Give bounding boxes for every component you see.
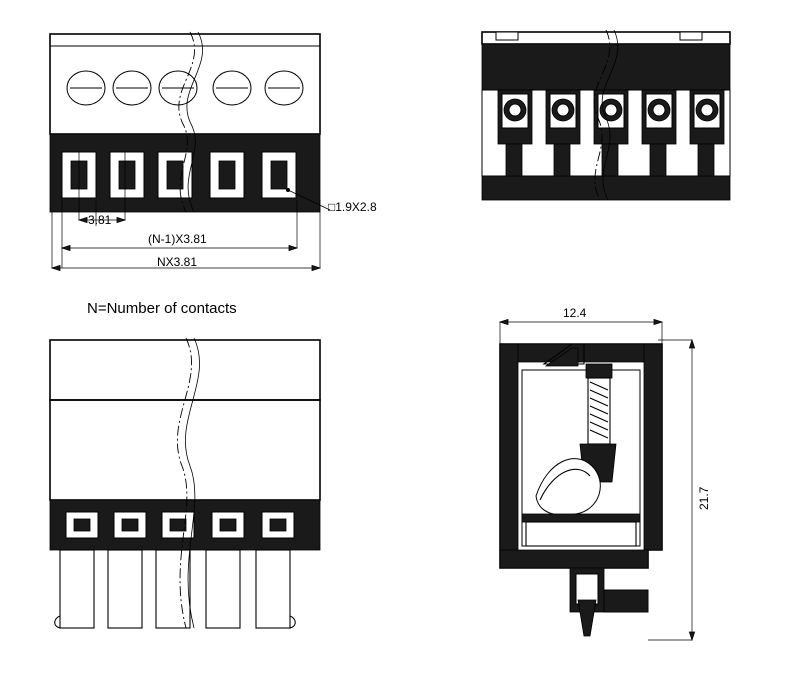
section-view xyxy=(480,300,780,670)
side-view xyxy=(470,20,760,230)
dimension-pitch: 3.81 xyxy=(88,213,112,227)
dimension-width-12-4: 12.4 xyxy=(563,306,587,320)
dimension-span-n: NX3.81 xyxy=(157,255,198,269)
front-view xyxy=(40,20,370,290)
dimension-span-n-minus-1: (N-1)X3.81 xyxy=(148,232,207,246)
contacts-note: N=Number of contacts xyxy=(87,300,237,317)
bottom-view xyxy=(40,330,340,660)
dimension-height-21-7: 21.7 xyxy=(697,486,711,510)
dimension-pin-cross-section: □1.9X2.8 xyxy=(328,200,377,214)
